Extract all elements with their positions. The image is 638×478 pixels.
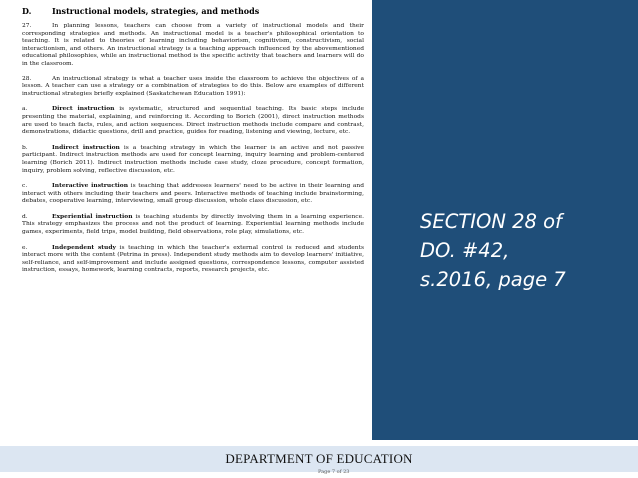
item-letter: a. [22, 106, 28, 113]
section-title: Instructional models, strategies, and methods [52, 6, 260, 16]
strategy-term: Direct instruction [52, 105, 115, 113]
item-letter: b. [22, 144, 28, 151]
strategy-term: Experiential instruction [52, 212, 133, 220]
paragraph-27 [22, 23, 364, 69]
strategy-independent-study [22, 244, 364, 275]
section-heading [22, 6, 364, 16]
page-number: Page 7 of 23 [318, 469, 350, 475]
strategy-text: is a teaching strategy in which the learner is an active and not passive participant. Indirect instruction methods are used for concept learning, inquiry learning and problem-centered learning (Borich 2011). Indirect instruction methods include case study, cloze procedure, concept formation, inquiry, problem solving, reflective discussion, etc. [22, 144, 364, 174]
strategy-text: is teaching students by directly involving them in a learning experience. This strategy emphasizes the process and not the product of learning. Experiential learning methods include games, experiments, field trips, model building, field observations, role play, simulations, etc. [22, 213, 364, 236]
strategy-text: is teaching in which the teacher's external control is reduced and students interact more with the content (Petrina in press). Independent study methods aim to develop learners' initiative, self-reliance, and self-improvement and include assigned questions, correspondence lessons, computer assisted instruction, essays, homework, learning contracts, reports, research projects, etc. [22, 244, 364, 274]
strategy-term: Independent study [52, 243, 116, 251]
item-letter: e. [22, 244, 28, 251]
strategy-term: Indirect instruction [52, 143, 120, 151]
footer-label: DEPARTMENT OF EDUCATION [225, 451, 413, 466]
strategy-text: is systematic, structured and sequential teaching. Its basic steps include presenting the material, explaining, and reinforcing it. According to Borich (2001), direct instruction methods are used to teach facts, rules, and action sequences. Direct instruction methods include compare and contrast, demonstrations, didactic questions, drill and practice, guides for reading, listening and viewing, lecture, etc. [22, 106, 364, 136]
section-caption: SECTION 28 of DO. #42, s.2016, page 7 [420, 210, 566, 291]
paragraph-text: An instructional strategy is what a teacher uses inside the classroom to achieve the objectives of a lesson. A teacher can use a strategy or a combination of strategies to do this. Below are examples of different instructional strategies briefly explained (Saskatchewan Education 1991): [22, 75, 364, 97]
paragraph-number: 28. [22, 75, 32, 82]
strategy-text: is teaching that addresses learners' need to be active in their learning and interact with others including their teachers and peers. Interactive methods of teaching include brainstorming, debates, cooperative learning, interviewing, small group discussion, whole class discussion, etc. [22, 183, 364, 205]
paragraph-text: In planning lessons, teachers can choose from a variety of instructional models and their corresponding strategies and methods. An instructional model is a teacher's philosophical orientation to teaching. It is related to theories of learning including behaviorism, cognitivism, constructivism, social interactionism, and others. An instructional strategy is a teaching approach influenced by the abovementioned educational philosophies, while an instructional method is the specific activity that teachers and learners will do in the classroom. [22, 23, 364, 67]
item-letter: d. [22, 213, 28, 220]
item-letter: c. [22, 183, 28, 190]
paragraph-28 [22, 76, 364, 99]
paragraph-number: 27. [22, 23, 32, 29]
document-body [0, 0, 372, 275]
strategy-interactive-instruction [22, 182, 364, 206]
strategy-experiential-instruction [22, 213, 364, 237]
strategy-direct-instruction [22, 105, 364, 136]
section-letter: D. [22, 6, 32, 16]
strategy-indirect-instruction [22, 144, 364, 175]
strategy-term: Interactive instruction [52, 182, 129, 190]
